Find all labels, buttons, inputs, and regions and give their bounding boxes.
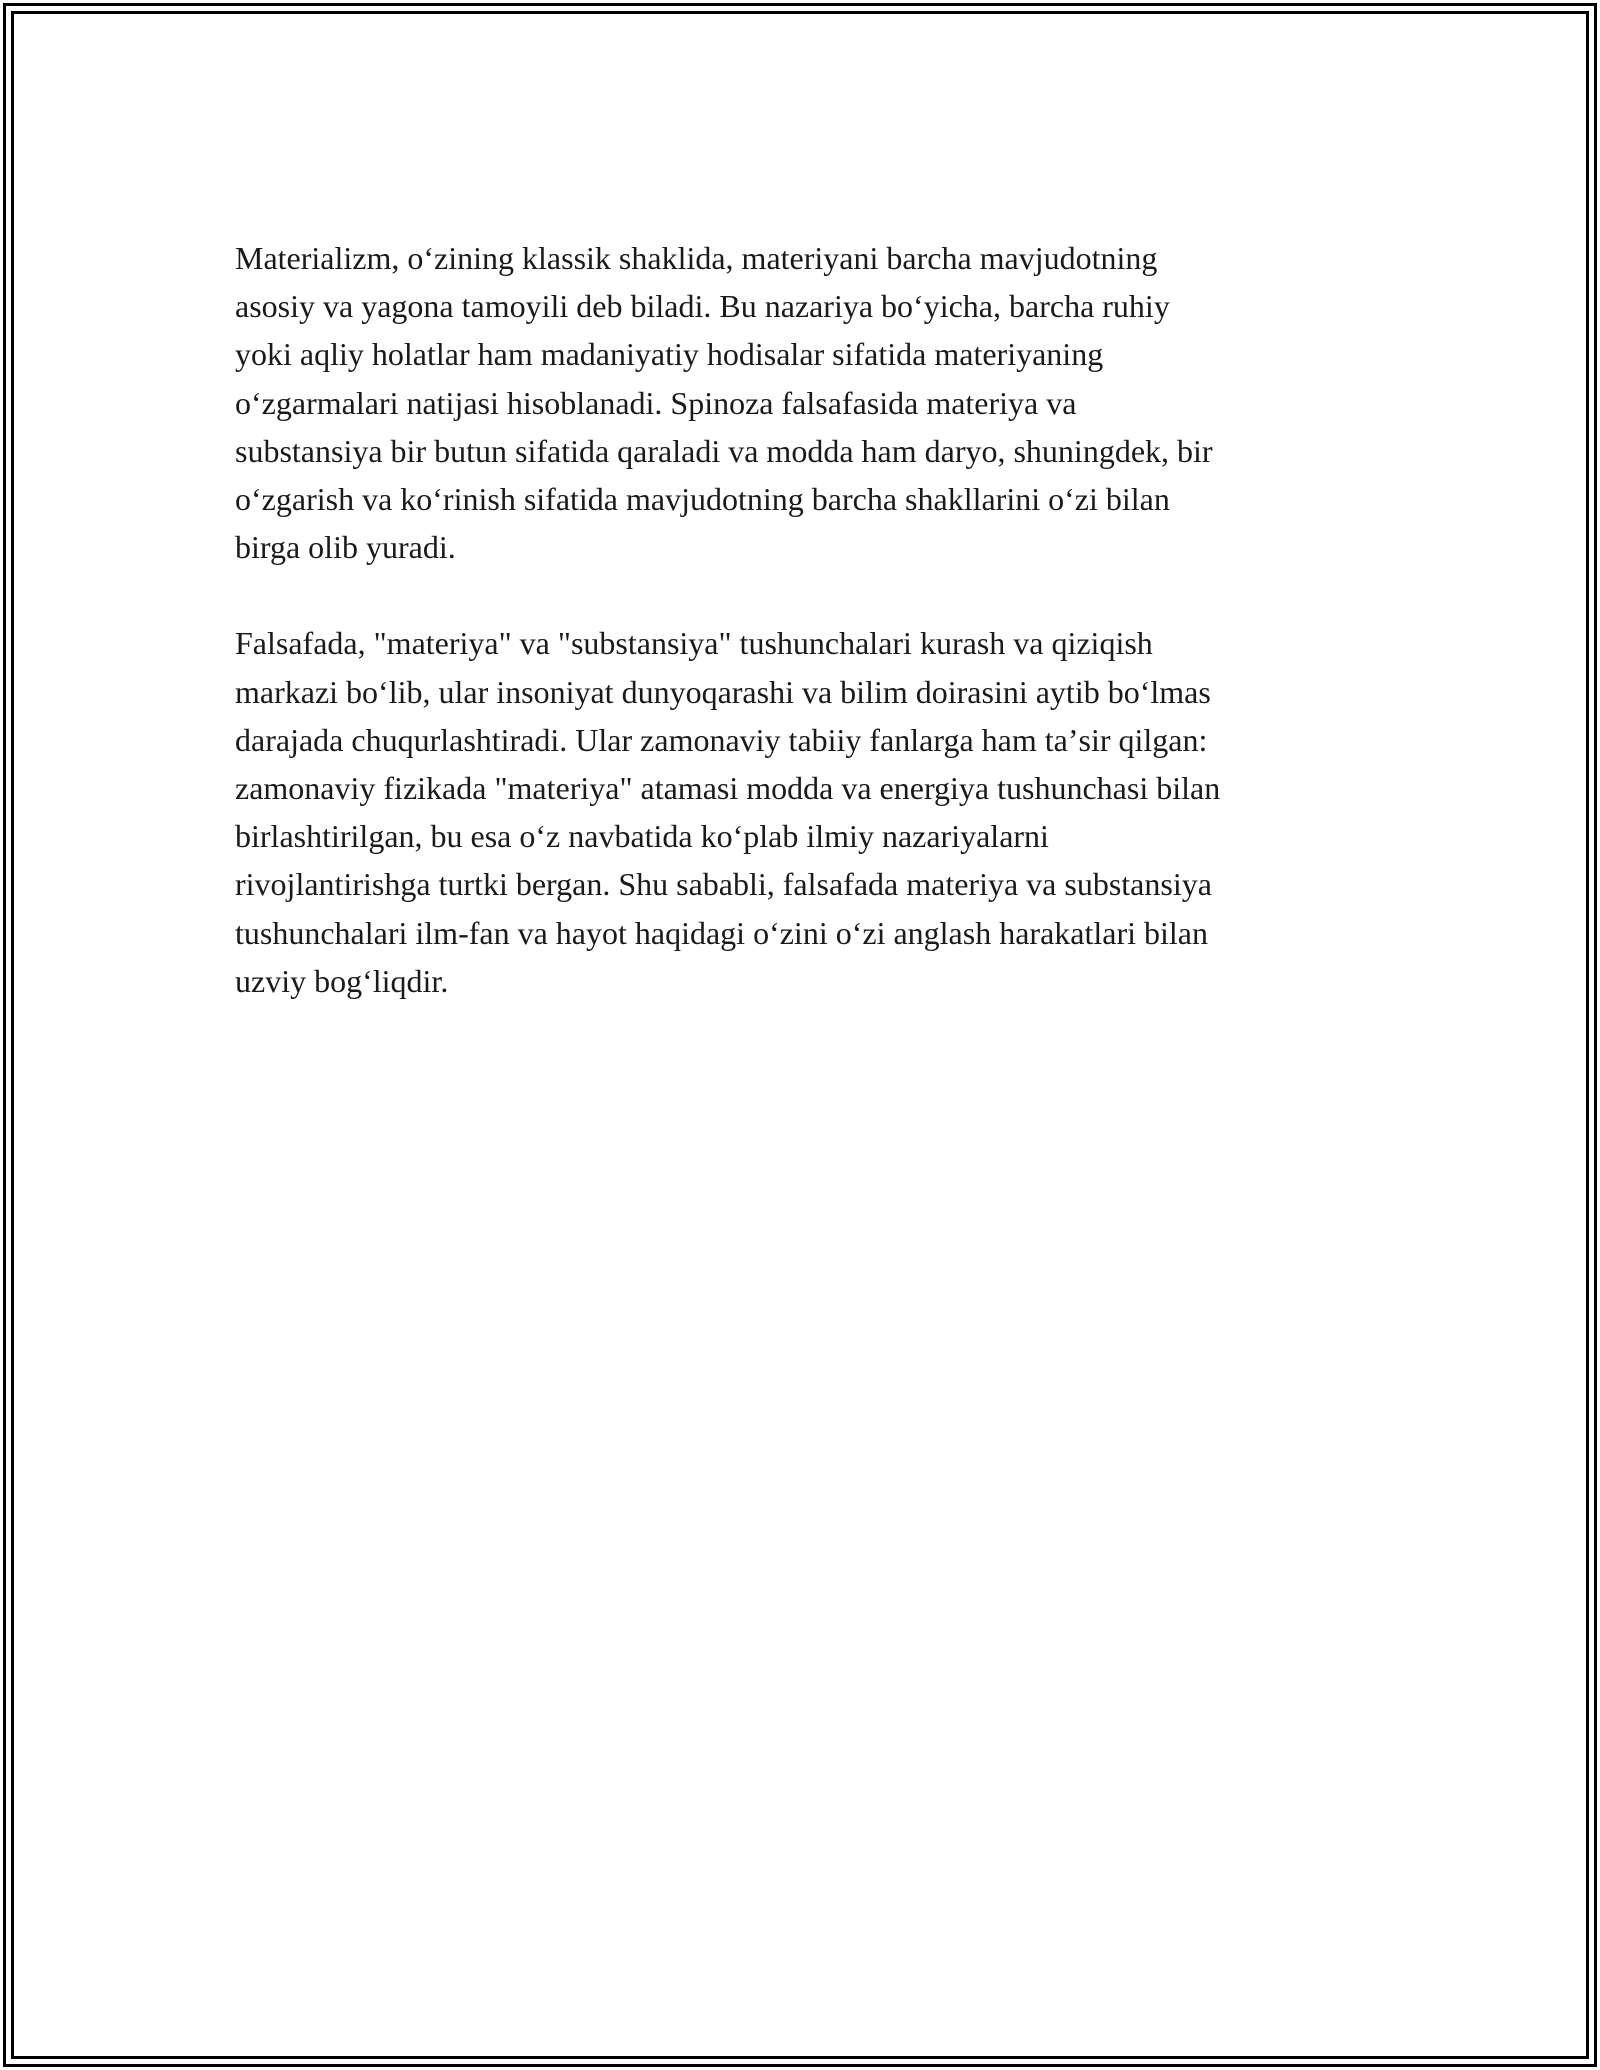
paragraph-2: Falsafada, "materiya" va "substansiya" tushunchalari kurash va qiziqish markazi boʻlib, ular insoniyat dunyoqarashi va bilim doirasini aytib boʻlmas darajada chuqurlashtiradi. Ular zamonaviy tabiiy fanlarga ham taʼsir qilgan: zamonaviy fizikada "materiya" atamasi modda va energiya tushunchasi bilan birlashtirilgan, bu esa oʻz navbatida koʻplab ilmiy nazariyalarni rivojlantirishga turtki bergan. Shu sababli, falsafada materiya va substansiya tushunchalari ilm-fan va hayot haqidagi oʻzini oʻzi anglash harakatlari bilan uzviy bogʻliqdir. (235, 625, 1221, 999)
document-body (235, 234, 1375, 1053)
paragraph-1: Materializm, oʻzining klassik shaklida, materiyani barcha mavjudotning asosiy va yagona tamoyili deb biladi. Bu nazariya boʻyicha, barcha ruhiy yoki aqliy holatlar ham madaniyatiy hodisalar sifatida materiyaning oʻzgarmalari natijasi hisoblanadi. Spinoza falsafasida materiya va substansiya bir butun sifatida qaraladi va modda ham daryo, shuningdek, bir oʻzgarish va koʻrinish sifatida mavjudotning barcha shakllarini oʻzi bilan birga olib yuradi. (235, 240, 1213, 566)
